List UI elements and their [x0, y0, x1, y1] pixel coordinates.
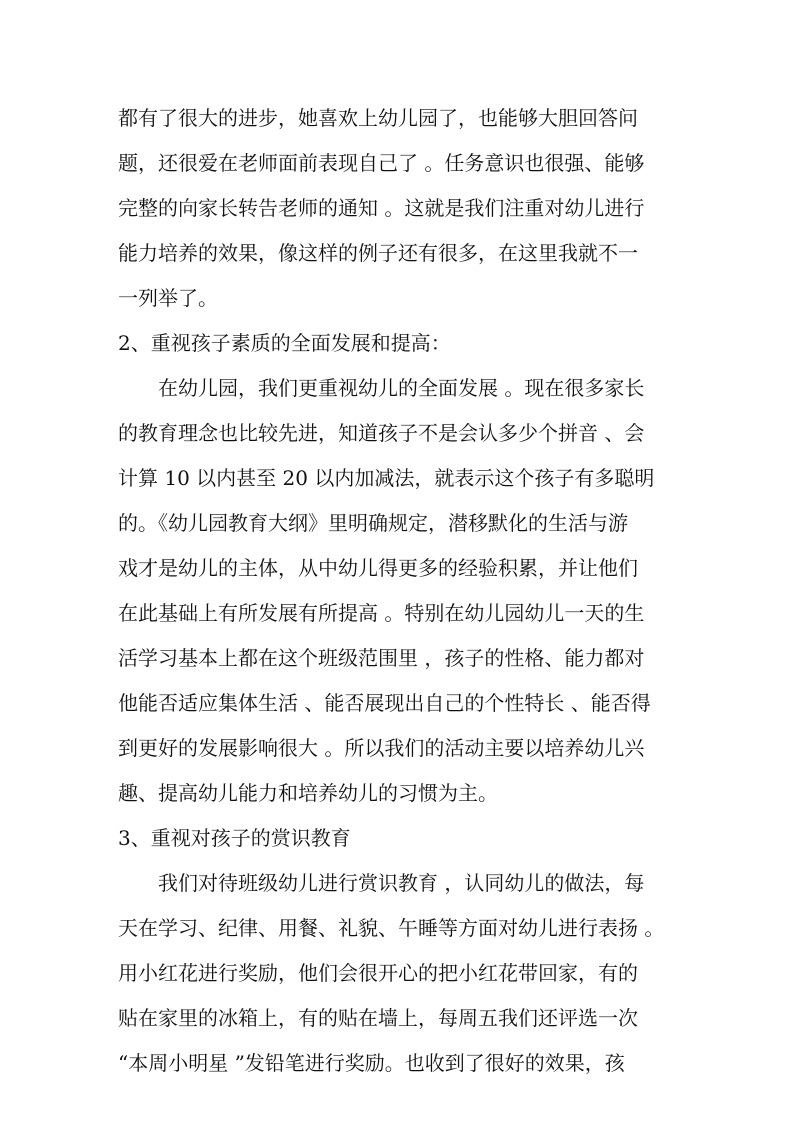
paragraph-line: 戏才是幼儿的主体，从中幼儿得更多的经验积累，并让他们	[118, 556, 638, 580]
paragraph-line: 活学习基本上都在这个班级范围里 ，孩子的性格、能力都对	[118, 646, 645, 670]
paragraph-line: 都有了很大的进步，她喜欢上幼儿园了，也能够大胆回答问	[118, 106, 638, 130]
paragraph-line: 完整的向家长转告老师的通知 。这就是我们注重对幼儿进行	[118, 196, 645, 220]
paragraph-line: 天在学习、纪律、用餐、礼貌、午睡等方面对幼儿进行表扬 。	[118, 916, 665, 940]
paragraph-line: 用小红花进行奖励，他们会很开心的把小红花带回家，有的	[118, 961, 638, 985]
paragraph-line: 题，还很爱在老师面前表现自己了 。任务意识也很强、能够	[118, 151, 645, 175]
paragraph-line: 在此基础上有所发展有所提高 。特别在幼儿园幼儿一天的生	[118, 601, 645, 625]
paragraph-line: 的。《幼儿园教育大纲》里明确规定，潜移默化的生活与游	[118, 511, 628, 535]
paragraph-line: “本周小明星 ”发铅笔进行奖励。也收到了很好的效果，孩	[118, 1051, 625, 1075]
paragraph-line: 能力培养的效果，像这样的例子还有很多，在这里我就不一	[118, 241, 638, 265]
paragraph-line: 贴在家里的冰箱上，有的贴在墙上，每周五我们还评选一次	[118, 1006, 638, 1030]
paragraph-line: 的教育理念也比较先进，知道孩子不是会认多少个拼音 、会	[118, 421, 645, 445]
paragraph-line: 计算 10 以内甚至 20 以内加减法，就表示这个孩子有多聪明	[118, 466, 655, 490]
paragraph-line: 一列举了。	[118, 286, 218, 310]
paragraph-line: 他能否适应集体生活 、能否展现出自己的个性特长 、能否得	[118, 691, 651, 715]
paragraph-line: 我们对待班级幼儿进行赏识教育 ，认同幼儿的做法，每	[158, 871, 645, 895]
section-heading: 2、重视孩子素质的全面发展和提高：	[118, 331, 451, 355]
paragraph-line: 趣、提高幼儿能力和培养幼儿的习惯为主。	[118, 781, 498, 805]
paragraph-line: 在幼儿园，我们更重视幼儿的全面发展 。现在很多家长	[158, 376, 645, 400]
section-heading: 3、重视对孩子的赏识教育	[118, 826, 351, 850]
paragraph-line: 到更好的发展影响很大 。所以我们的活动主要以培养幼儿兴	[118, 736, 645, 760]
